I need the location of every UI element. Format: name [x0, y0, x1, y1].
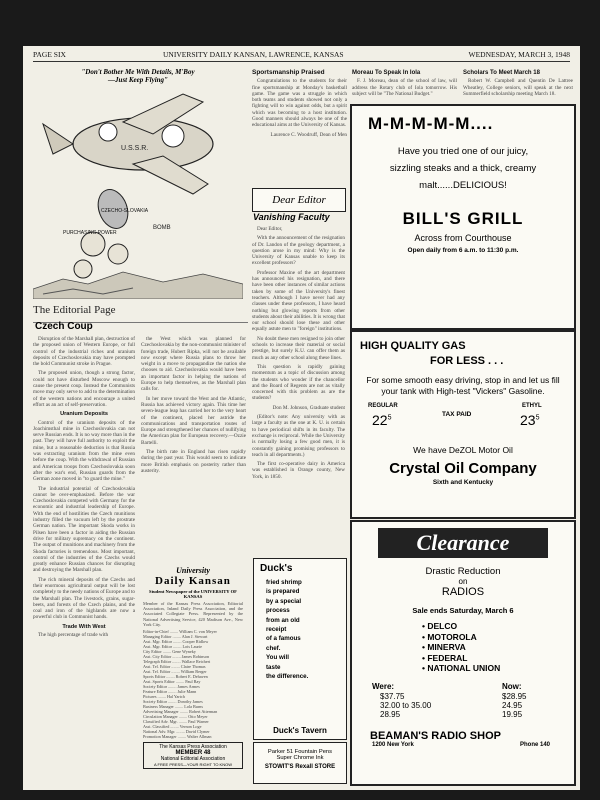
bills-line1: Have you tried one of our juicy, [397, 146, 529, 157]
staff-entry: Asst. Mgr. Editor ........ Lois Laurie [143, 644, 202, 650]
ducks-footer: Duck's Tavern [273, 726, 327, 735]
staff-entry: Society Editor ........ Dorothy James [143, 699, 203, 705]
czech-coup-column-1 [33, 336, 135, 786]
ducks-line: by a special [266, 597, 302, 605]
sportsmanship-letter [252, 68, 347, 186]
now-price: $28.95 [502, 691, 527, 701]
newspaper-page [23, 46, 580, 790]
badge-line: The Kansas Press Association [159, 744, 227, 751]
editorial-cartoon [33, 68, 243, 308]
bills-hours: Open daily from 6 a.m. to 11:30 p.m. [407, 247, 519, 254]
cartoon-label-czech: CZECHO-SLOVAKIA [101, 208, 149, 214]
staff-entry: Asst. City Editor ........ James Robinson [143, 654, 210, 660]
paragraph: The first co-operative dairy in America was established in Orange county, New York, in 1850. [252, 461, 345, 480]
brand-item: • MINERVA [422, 642, 466, 652]
staff-entry: Feature Editor ........ Julie Mann [143, 689, 197, 695]
paragraph: The birth rate in England has risen rapidly during the past year. This would seem to indicate more British emphasis on posterity rather than austerity. [141, 449, 246, 474]
vanishing-faculty-letter [252, 226, 345, 556]
now-price: 24.95 [502, 700, 523, 710]
ducks-line: of a famous [266, 635, 301, 643]
staff-entry: Asst. Mgr. Editor ........ Cooper Ridlow [143, 639, 209, 645]
stowits-rexall-ad [253, 742, 347, 784]
were-prices [380, 692, 431, 719]
ducks-line: the difference. [266, 673, 309, 681]
reduction-line2: on [458, 577, 468, 586]
paragraph: This question is rapidly gaining momentum as a topic of discussion among the students who wonder if the chancellor and the Board of Regents are not as vitally concerned with this problem as are the students? [252, 363, 345, 402]
cartoon-label-pp: PURCHASING POWER [63, 230, 117, 236]
ducks-line: taste [266, 663, 281, 671]
cartoon-drawing [33, 84, 243, 299]
paragraph: F. J. Moreau, dean of the school of law, will address the Rotary club of Iola tomorrow. His subject will be "The National Budget." [352, 78, 457, 97]
ducks-line: process [266, 607, 290, 615]
subheading: Trade With West [62, 623, 106, 630]
masthead [33, 49, 570, 62]
paragraph: The high percentage of trade with [38, 632, 109, 639]
staff-entry: National Adv. Mgr. ........ David Clymer [143, 729, 210, 735]
cartoon-label-ussr: U.S.S.R. [121, 145, 149, 152]
brand-item: • MOTOROLA [422, 631, 477, 642]
crystal-headline1: HIGH QUALITY GAS [360, 340, 466, 352]
were-label: Were: [372, 681, 395, 691]
moreau-article [352, 68, 457, 102]
staff-entry: Sports Editor ........ Robert E. Dehaven [143, 674, 208, 680]
sportsmanship-headline: Sportsmanship Praised [252, 69, 325, 76]
paragraph: Congratulations to the students for their fine sportsmanship at Monday's basketball game. The game was a struggle in which both teams and students showed not only a fighting will to win against odds, but a spirit which was becoming to a host institution. Good manners should always be one of the educational aims at the University of Kansas. [252, 78, 347, 129]
cartoon-caption-line1: "Don't Bother Me With Details, M'Boy [81, 68, 195, 76]
crystal-prices [352, 403, 574, 437]
paragraph: No doubt these men resigned to join other schools to increase their material or social prestige, but surely K.U. can offer them as much as any other school along these lines. [252, 335, 345, 361]
brand-item: • DELCO [422, 621, 458, 631]
were-price: 28.95 [380, 709, 401, 719]
czech-coup-column-2 [141, 336, 246, 561]
signature: Laurence C. Woodruff, Dean of Men [270, 131, 347, 138]
radio-brand-list [352, 621, 574, 674]
vanishing-faculty-headline: Vanishing Faculty [253, 212, 330, 222]
brand-item: • FEDERAL [422, 652, 468, 663]
staff-entry: Classified Adv. Mgr. ........ Paul Warner [143, 719, 209, 725]
badge-line: MEMBER 48 [175, 750, 211, 757]
clearance-banner: Clearance [378, 528, 548, 558]
reduction-line1: Drastic Reduction [425, 566, 501, 577]
badge-line: A FREE PRESS—YOUR RIGHT TO KNOW [153, 762, 232, 768]
parker-line3: STOWIT'S Rexall STORE [264, 764, 336, 770]
cartoon-label-bomb: BOMB [153, 225, 171, 231]
staff-entry: Managing Editor ........ Alan J. Stewart [143, 634, 208, 640]
staff-entry: Society Editor ........ James Armes [143, 684, 200, 690]
paragraph: Professor Maxine of the art department has announced his resignation, and there have been other instances of similar actions taken by some of the University's finest teachers. Although I have never had any classes under these professors, I have heard nothing but glowing reports from other students about their abilities. It is wrong that our school should lose these and other equally astute men to "foreign" institutions. [252, 269, 345, 333]
kansan-name: Daily Kansan [155, 575, 231, 587]
now-label: Now: [502, 681, 522, 691]
bills-line2: sizzling steaks and a thick, creamy [389, 163, 537, 174]
now-prices [502, 692, 526, 719]
paragraph: the West which was planned for Czechoslovakia by the non-communist minister of foreign trade, Hubert Ripka, will not be available now except where Russia plans to throw her weight in a move to propagandize the nation she chooses to aid. Czechoslovakia would have been an important factor in helping the nations of Europe to help themselves, as the Marshall plan calls for. [141, 336, 246, 393]
ducks-line: from an old [266, 616, 300, 624]
kansan-body: Member of the Kansas Press Association, Editorial Association, Inland Daily Press Association, and the Associated Collegiate Press. Represented by the National Advertising Service, 420 Madison Ave., New York City. [143, 601, 243, 627]
staff-entry: Asst. Tel. Editor ........ William Berger [143, 669, 207, 675]
money-bags-icon [63, 230, 128, 278]
bills-grill-name: BILL'S GRILL [402, 209, 524, 228]
crystal-name: Crystal Oil Company [389, 460, 537, 477]
daily-kansan-masthead-box [143, 566, 243, 769]
crystal-headline2: FOR LESS . . . [430, 355, 504, 367]
dear-editor-box [252, 188, 346, 212]
bomb-icon [93, 185, 149, 232]
bills-sub: Across from Courthouse [414, 233, 512, 243]
paragraph: The rich mineral deposits of the Czechs and their enormous agricultural output will be lost completely to the needy nations of Europe and to the Marshall plan. The livestock, grains, sugar-beets, and forests of the Czech plains, and the coal and iron of the highlands are now a powerful club in Communist hands. [33, 576, 135, 621]
paragraph: With the announcement of the resignation of Dr. Landon of the geology department, a question arose in my mind: Why is the University of Kansas unable to keep its excellent professors? [252, 235, 345, 267]
price-comparison [352, 682, 574, 728]
tax-paid: TAX PAID [442, 411, 472, 418]
staff-entry: Editor-in-Chief ........ William C. von Meyer [143, 629, 217, 635]
paragraph: Dear Editor, [257, 226, 283, 232]
paragraph: Control of the uranium deposits of the Joachimsthal mine in Czechoslovakia can not serve Russian ends. It is no way more than in the past. They will have full authority to exploit the mine, but a reasonable deduction is that Russia was extracting uranium from the mine even before the coup. With the withdrawal of Russian and American troops from Czechoslovakia soon after the war's end, Russian guards from the German zone moved in "to guard the mine." [33, 419, 135, 483]
paragraph: The industrial potential of Czechoslovakia cannot be over-emphasized. Before the war Czechoslovakia competed with Germany for the economic and industrial leadership of Europe. With the end of hostilities the Czech munitions industry filled the vacuum left by the prostrate German nation. The important Skoda works in Pilsen have been a factor in aiding the Russian drive for military supremacy on the continent. The output of munitions and machinery from the Skoda factories is tremendous. Most important, control of the industries of the Czechs would greatly enhance Russian chances for disrupting and destroying the Marshall plan. [33, 485, 135, 574]
ethyl-label: ETHYL [522, 403, 542, 409]
parker-line1: Parker 51 Fountain Pens [267, 749, 333, 755]
now-price: 19.95 [502, 709, 523, 719]
crystal-motor: We have DeZOL Motor Oil [413, 445, 513, 455]
brand-item: • NATIONAL UNION [422, 663, 501, 673]
beamans-address: 1200 New York [372, 741, 414, 748]
ducks-line: You will [266, 654, 289, 662]
ducks-line: receipt [266, 626, 287, 634]
reduction-line3: RADIOS [441, 586, 485, 598]
crystal-body: For some smooth easy driving, stop in and let us fill your tank with High-test "Vickers" Gasoline. [366, 375, 560, 396]
paragraph: Robert W. Campbell and Quentin De Lattree Wheatley, College seniors, will speak at the next Summerfield scholarship meeting March 18. [463, 78, 573, 97]
issue-date: WEDNESDAY, MARCH 3, 1948 [468, 50, 570, 59]
bills-line3: malt......DELICIOUS! [419, 180, 507, 191]
paragraph: Disruption of the Marshall plan, destruction of the proposed union of Western Europe, or full control of the industrial riches and uranium deposits of Czechoslovakia may have prompted the bold Communist stroke in Prague. [33, 336, 135, 368]
staff-entry: City Editor ........ Gene Wyneky [143, 649, 196, 655]
scholars-article [463, 68, 573, 102]
beamans-phone: Phone 140 [519, 741, 550, 748]
ducks-line: chef. [266, 644, 281, 652]
press-association-badge [143, 742, 243, 769]
paragraph: In her move toward the West and the Atlantic, Russia has achieved victory again. This time her seven-league leap has carried her to the very heart of the continent, placed her astride the communications and transportation routes of Europe and strengthened her chances of nullifying the American plan for European recovery.—Ozzie Bartelli. [141, 395, 246, 446]
czech-coup-headline: Czech Coup [35, 321, 93, 332]
crystal-address: Sixth and Kentucky [432, 479, 494, 486]
kansan-title: University [176, 566, 210, 575]
moreau-headline: Moreau To Speak In Iola [352, 70, 421, 76]
kansan-tagline: Student Newspaper of the UNIVERSITY OF KANSAS [149, 589, 237, 599]
regular-price: $22^5$ [372, 412, 392, 428]
badge-line: National Editorial Association [160, 756, 226, 763]
ducks-line: fried shrimp [266, 579, 302, 586]
paper-name: UNIVERSITY DAILY KANSAN, LAWRENCE, KANSAS [163, 50, 344, 59]
were-price: 32.00 to 35.00 [380, 700, 432, 710]
were-price: $37.75 [380, 691, 405, 701]
staff-entry: Advertising Manager ........ Robert Atterman [143, 709, 218, 715]
paragraph: (Editor's note: Any university with as large a faculty as the one at K. U. is certain to have periodical shifts in its faculty. The exchange is reciprocal. While the University is normally losing a few good men, it is constantly gaining promising professors to teach in all departments.) [252, 414, 345, 458]
staff-entry: Asst. Sports Editor ........ Paul Ray [143, 679, 201, 685]
kansan-staff-list [143, 629, 243, 739]
ethyl-price: $23^5$ [520, 412, 540, 428]
parker-line2: Super Chrome Ink [276, 755, 324, 761]
bills-mmm: M-M-M-M-M.... [368, 114, 494, 133]
sale-ends: Sale ends Saturday, March 6 [412, 606, 514, 615]
paragraph: The proposed union, though a strong factor, could not have disturbed Moscow enough to cause the present coup. Instead the Communists move may only serve to add to the determination of the western nations and encourage a united effort as an act of self-preservation. [33, 370, 135, 408]
staff-entry: Pictures ........ Hal Yartch [143, 694, 185, 700]
crystal-oil-ad [350, 330, 576, 519]
cartoon-caption-line2: —Just Keep Flying" [108, 76, 168, 84]
ducks-title: Duck's [260, 563, 293, 574]
beamans-radio-ad [350, 520, 576, 786]
scholars-headline: Scholars To Meet March 18 [463, 70, 540, 76]
staff-entry: Telegraph Editor ........ Wallace Reichert [143, 659, 211, 665]
regular-label: REGULAR [368, 403, 398, 409]
staff-entry: Promotion Manager ........ Walter Allman [143, 734, 212, 740]
staff-entry: Circulation Manager ........ Otto Meyer [143, 714, 208, 720]
staff-entry: Asst. Classified ........ Vernon Loge [143, 724, 202, 730]
ducks-copy [254, 578, 346, 681]
subheading: Uranium Deposits [60, 411, 108, 418]
beamans-name: BEAMAN'S RADIO SHOP [370, 729, 501, 742]
editorial-page-title: The Editorial Page [33, 304, 248, 323]
page-number: PAGE SIX [33, 50, 66, 59]
staff-entry: Asst. Tel. Editor ........ Claire Thomas [143, 664, 206, 670]
dear-editor-label: Dear Editor [272, 194, 326, 206]
ducks-line: is prepared [266, 588, 300, 596]
staff-entry: Business Manager ........ Lola Burns [143, 704, 204, 710]
beamans-contact [352, 742, 574, 752]
ducks-tavern-ad [253, 558, 347, 740]
signature: Don M. Johnson, Graduate student [272, 404, 345, 411]
bills-grill-ad [350, 104, 576, 330]
